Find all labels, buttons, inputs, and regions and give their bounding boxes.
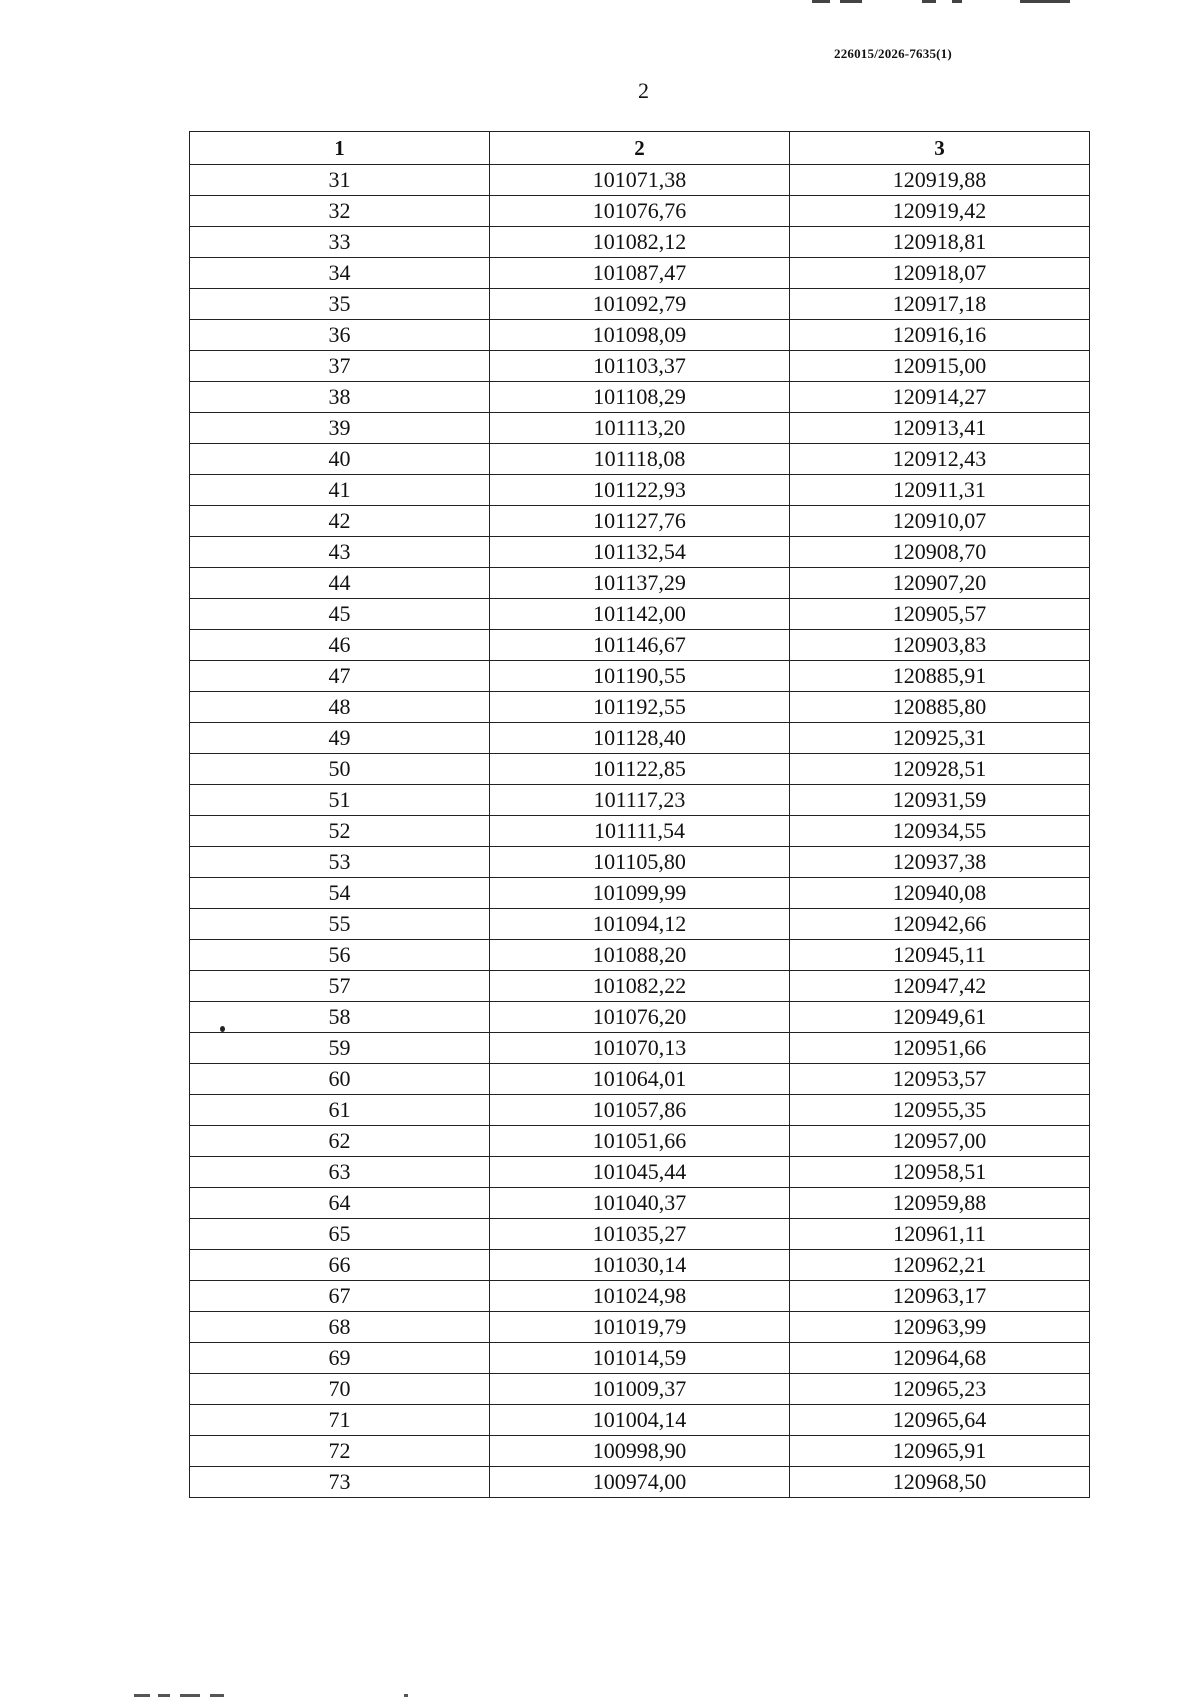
point-number-cell: 46: [190, 630, 490, 661]
x-coordinate-cell: 101117,23: [490, 785, 790, 816]
y-coordinate-cell: 120916,16: [790, 320, 1090, 351]
y-coordinate-cell: 120963,99: [790, 1312, 1090, 1343]
y-coordinate-cell: 120949,61: [790, 1002, 1090, 1033]
y-coordinate-cell: 120962,21: [790, 1250, 1090, 1281]
point-number-cell: 45: [190, 599, 490, 630]
y-coordinate-cell: 120928,51: [790, 754, 1090, 785]
point-number-cell: 33: [190, 227, 490, 258]
table-row: [190, 1436, 1090, 1467]
x-coordinate-cell: 101070,13: [490, 1033, 790, 1064]
table-body: [190, 165, 1090, 1498]
x-coordinate-cell: 101087,47: [490, 258, 790, 289]
table-row: [190, 289, 1090, 320]
point-number-cell: 71: [190, 1405, 490, 1436]
x-coordinate-cell: 101088,20: [490, 940, 790, 971]
point-number-cell: 52: [190, 816, 490, 847]
y-coordinate-cell: 120965,64: [790, 1405, 1090, 1436]
x-coordinate-cell: 101009,37: [490, 1374, 790, 1405]
x-coordinate-cell: 101099,99: [490, 878, 790, 909]
table-row: [190, 1188, 1090, 1219]
point-number-cell: 32: [190, 196, 490, 227]
y-coordinate-cell: 120885,91: [790, 661, 1090, 692]
y-coordinate-cell: 120908,70: [790, 537, 1090, 568]
point-number-cell: 42: [190, 506, 490, 537]
table-row: [190, 1374, 1090, 1405]
table-row: [190, 568, 1090, 599]
y-coordinate-cell: 120957,00: [790, 1126, 1090, 1157]
point-number-cell: 62: [190, 1126, 490, 1157]
x-coordinate-cell: 101142,00: [490, 599, 790, 630]
point-number-cell: 57: [190, 971, 490, 1002]
point-number-cell: 68: [190, 1312, 490, 1343]
y-coordinate-cell: 120910,07: [790, 506, 1090, 537]
document-reference: 226015/2026-7635(1): [834, 46, 952, 61]
y-coordinate-cell: 120947,42: [790, 971, 1090, 1002]
column-header: 1: [190, 132, 490, 165]
point-number-cell: 40: [190, 444, 490, 475]
table-row: [190, 196, 1090, 227]
y-coordinate-cell: 120958,51: [790, 1157, 1090, 1188]
table-row: [190, 1467, 1090, 1498]
y-coordinate-cell: 120919,88: [790, 165, 1090, 196]
y-coordinate-cell: 120912,43: [790, 444, 1090, 475]
x-coordinate-cell: 101122,85: [490, 754, 790, 785]
x-coordinate-cell: 101103,37: [490, 351, 790, 382]
y-coordinate-cell: 120918,81: [790, 227, 1090, 258]
table-row: [190, 1219, 1090, 1250]
table-row: [190, 971, 1090, 1002]
x-coordinate-cell: 101082,22: [490, 971, 790, 1002]
point-number-cell: 72: [190, 1436, 490, 1467]
table-row: [190, 940, 1090, 971]
y-coordinate-cell: 120963,17: [790, 1281, 1090, 1312]
point-number-cell: 66: [190, 1250, 490, 1281]
coordinates-table: [189, 131, 1090, 1498]
y-coordinate-cell: 120937,38: [790, 847, 1090, 878]
y-coordinate-cell: 120917,18: [790, 289, 1090, 320]
y-coordinate-cell: 120914,27: [790, 382, 1090, 413]
table-row: [190, 506, 1090, 537]
y-coordinate-cell: 120931,59: [790, 785, 1090, 816]
point-number-cell: 56: [190, 940, 490, 971]
x-coordinate-cell: 101127,76: [490, 506, 790, 537]
x-coordinate-cell: 101122,93: [490, 475, 790, 506]
y-coordinate-cell: 120968,50: [790, 1467, 1090, 1498]
table-row: [190, 816, 1090, 847]
column-header: 2: [490, 132, 790, 165]
table-row: [190, 444, 1090, 475]
table-row: [190, 785, 1090, 816]
x-coordinate-cell: 101146,67: [490, 630, 790, 661]
y-coordinate-cell: 120945,11: [790, 940, 1090, 971]
x-coordinate-cell: 101014,59: [490, 1343, 790, 1374]
y-coordinate-cell: 120905,57: [790, 599, 1090, 630]
y-coordinate-cell: 120953,57: [790, 1064, 1090, 1095]
point-number-cell: 61: [190, 1095, 490, 1126]
x-coordinate-cell: 100998,90: [490, 1436, 790, 1467]
table-row: [190, 1312, 1090, 1343]
table-row: [190, 258, 1090, 289]
point-number-cell: 55: [190, 909, 490, 940]
table-row: [190, 1250, 1090, 1281]
table-row: [190, 320, 1090, 351]
point-number-cell: 73: [190, 1467, 490, 1498]
point-number-cell: 70: [190, 1374, 490, 1405]
point-number-cell: 54: [190, 878, 490, 909]
point-number-cell: 41: [190, 475, 490, 506]
x-coordinate-cell: 101118,08: [490, 444, 790, 475]
y-coordinate-cell: 120885,80: [790, 692, 1090, 723]
x-coordinate-cell: 101137,29: [490, 568, 790, 599]
y-coordinate-cell: 120919,42: [790, 196, 1090, 227]
x-coordinate-cell: 101094,12: [490, 909, 790, 940]
page-number: 2: [638, 78, 649, 103]
y-coordinate-cell: 120961,11: [790, 1219, 1090, 1250]
x-coordinate-cell: 101111,54: [490, 816, 790, 847]
point-number-cell: 37: [190, 351, 490, 382]
x-coordinate-cell: 101030,14: [490, 1250, 790, 1281]
y-coordinate-cell: 120925,31: [790, 723, 1090, 754]
table-row: [190, 1033, 1090, 1064]
point-number-cell: 67: [190, 1281, 490, 1312]
table-row: [190, 1157, 1090, 1188]
x-coordinate-cell: 101132,54: [490, 537, 790, 568]
x-coordinate-cell: 101071,38: [490, 165, 790, 196]
y-coordinate-cell: 120907,20: [790, 568, 1090, 599]
table-row: [190, 878, 1090, 909]
point-number-cell: 35: [190, 289, 490, 320]
point-number-cell: 64: [190, 1188, 490, 1219]
y-coordinate-cell: 120913,41: [790, 413, 1090, 444]
table-row: [190, 1405, 1090, 1436]
point-number-cell: 60: [190, 1064, 490, 1095]
y-coordinate-cell: 120959,88: [790, 1188, 1090, 1219]
y-coordinate-cell: 120955,35: [790, 1095, 1090, 1126]
table-row: [190, 382, 1090, 413]
y-coordinate-cell: 120942,66: [790, 909, 1090, 940]
y-coordinate-cell: 120911,31: [790, 475, 1090, 506]
y-coordinate-cell: 120965,91: [790, 1436, 1090, 1467]
point-number-cell: 39: [190, 413, 490, 444]
x-coordinate-cell: 101024,98: [490, 1281, 790, 1312]
table-row: [190, 165, 1090, 196]
x-coordinate-cell: 101128,40: [490, 723, 790, 754]
x-coordinate-cell: 101076,76: [490, 196, 790, 227]
x-coordinate-cell: 101082,12: [490, 227, 790, 258]
y-coordinate-cell: 120903,83: [790, 630, 1090, 661]
point-number-cell: 38: [190, 382, 490, 413]
table-row: [190, 537, 1090, 568]
x-coordinate-cell: 101113,20: [490, 413, 790, 444]
x-coordinate-cell: 101040,37: [490, 1188, 790, 1219]
x-coordinate-cell: 101045,44: [490, 1157, 790, 1188]
x-coordinate-cell: 101057,86: [490, 1095, 790, 1126]
table-row: [190, 754, 1090, 785]
point-number-cell: 49: [190, 723, 490, 754]
point-number-cell: 63: [190, 1157, 490, 1188]
point-number-cell: 65: [190, 1219, 490, 1250]
table-row: [190, 413, 1090, 444]
table-row: [190, 692, 1090, 723]
scan-artifact-top: [812, 0, 1072, 3]
x-coordinate-cell: 101064,01: [490, 1064, 790, 1095]
point-number-cell: 69: [190, 1343, 490, 1374]
table-row: [190, 1126, 1090, 1157]
y-coordinate-cell: 120964,68: [790, 1343, 1090, 1374]
point-number-cell: 44: [190, 568, 490, 599]
table-row: [190, 630, 1090, 661]
stray-mark: [220, 1026, 225, 1032]
y-coordinate-cell: 120940,08: [790, 878, 1090, 909]
point-number-cell: 36: [190, 320, 490, 351]
table-row: [190, 1064, 1090, 1095]
table-row: [190, 661, 1090, 692]
y-coordinate-cell: 120951,66: [790, 1033, 1090, 1064]
point-number-cell: 51: [190, 785, 490, 816]
table-row: [190, 723, 1090, 754]
column-header: 3: [790, 132, 1090, 165]
table-row: [190, 1002, 1090, 1033]
scan-artifact-bottom: [134, 1694, 434, 1697]
table-header-row: [190, 132, 1090, 165]
x-coordinate-cell: 101035,27: [490, 1219, 790, 1250]
point-number-cell: 48: [190, 692, 490, 723]
x-coordinate-cell: 101076,20: [490, 1002, 790, 1033]
table-row: [190, 909, 1090, 940]
point-number-cell: 58: [190, 1002, 490, 1033]
x-coordinate-cell: 101019,79: [490, 1312, 790, 1343]
point-number-cell: 43: [190, 537, 490, 568]
point-number-cell: 50: [190, 754, 490, 785]
x-coordinate-cell: 101108,29: [490, 382, 790, 413]
x-coordinate-cell: 101092,79: [490, 289, 790, 320]
y-coordinate-cell: 120965,23: [790, 1374, 1090, 1405]
table-row: [190, 599, 1090, 630]
point-number-cell: 53: [190, 847, 490, 878]
x-coordinate-cell: 101105,80: [490, 847, 790, 878]
point-number-cell: 34: [190, 258, 490, 289]
x-coordinate-cell: 101190,55: [490, 661, 790, 692]
table-row: [190, 847, 1090, 878]
x-coordinate-cell: 101051,66: [490, 1126, 790, 1157]
table-row: [190, 1343, 1090, 1374]
x-coordinate-cell: 101098,09: [490, 320, 790, 351]
table-row: [190, 1281, 1090, 1312]
y-coordinate-cell: 120934,55: [790, 816, 1090, 847]
x-coordinate-cell: 101192,55: [490, 692, 790, 723]
y-coordinate-cell: 120915,00: [790, 351, 1090, 382]
table-row: [190, 475, 1090, 506]
table-row: [190, 351, 1090, 382]
point-number-cell: 31: [190, 165, 490, 196]
y-coordinate-cell: 120918,07: [790, 258, 1090, 289]
table-row: [190, 1095, 1090, 1126]
point-number-cell: 59: [190, 1033, 490, 1064]
table-row: [190, 227, 1090, 258]
point-number-cell: 47: [190, 661, 490, 692]
x-coordinate-cell: 100974,00: [490, 1467, 790, 1498]
x-coordinate-cell: 101004,14: [490, 1405, 790, 1436]
